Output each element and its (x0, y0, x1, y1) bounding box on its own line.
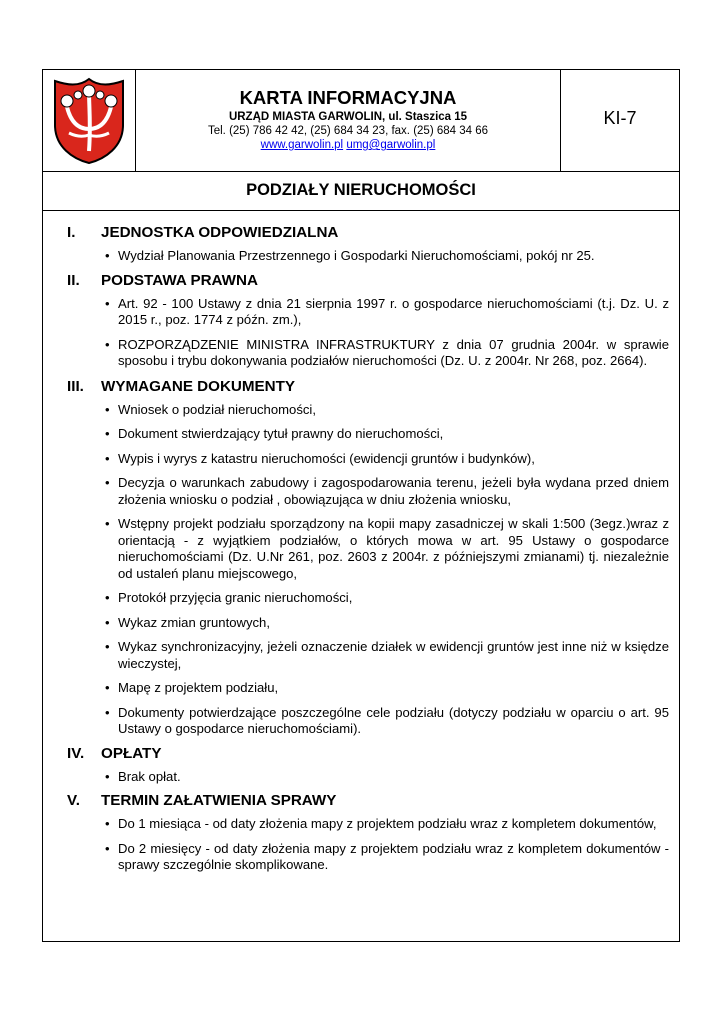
list-item-text: Wydział Planowania Przestrzennego i Gospodarki Nieruchomościami, pokój nr 25. (118, 248, 595, 263)
bullet-icon: • (105, 639, 110, 654)
section-list (43, 296, 679, 370)
list-item-text: Protokół przyjęcia granic nieruchomości, (118, 590, 353, 605)
code-cell (561, 70, 679, 171)
list-item-text: Decyzja o warunkach zabudowy i zagospodarowania terenu, jeżeli była wydana przed dniem złożenia wniosku o podział , obowiązująca w dniu złożenia wniosku, (118, 475, 669, 507)
sections-content (43, 222, 679, 874)
section-title: JEDNOSTKA ODPOWIEDZIALNA (101, 224, 339, 241)
list-item (43, 337, 679, 370)
list-item (43, 680, 679, 697)
list-item-text: Wniosek o podział nieruchomości, (118, 401, 316, 417)
list-item (43, 426, 679, 443)
card-title: KARTA INFORMACYJNA (239, 87, 457, 108)
section-title: TERMIN ZAŁATWIENIA SPRAWY (101, 792, 337, 809)
list-item (43, 841, 679, 874)
section (43, 743, 679, 786)
bullet-icon: • (105, 840, 110, 856)
list-item-text: Brak opłat. (118, 768, 181, 784)
bullet-icon: • (105, 248, 110, 263)
email-link[interactable]: umg@garwolin.pl (346, 139, 436, 151)
section-title: OPŁATY (101, 744, 162, 762)
card-header (43, 70, 679, 172)
section-heading (43, 222, 679, 244)
list-item (43, 639, 679, 672)
section-list (43, 248, 679, 265)
list-item-text: Art. 92 - 100 Ustawy z dnia 21 sierpnia 1997 r. o gospodarce nieruchomościami (t.j. Dz. U. z 2015 r., poz. 1774 z późn. zm.), (118, 295, 669, 327)
bullet-icon: • (105, 704, 110, 720)
list-item (43, 402, 679, 419)
section-heading (43, 270, 679, 292)
header-info (136, 70, 561, 171)
list-item (43, 816, 679, 833)
bullet-icon: • (105, 680, 110, 695)
list-item-text: Wykaz synchronizacyjny, jeżeli oznaczenie działek w ewidencji gruntów jest inne niż w księdze wieczystej, (118, 639, 669, 671)
section-heading (43, 376, 679, 398)
list-item (43, 451, 679, 468)
list-item-text: Dokument stwierdzający tytuł prawny do nieruchomości, (118, 426, 444, 441)
office-address: URZĄD MIASTA GARWOLIN, ul. Staszica 15 (228, 111, 468, 123)
list-item-text: Wypis i wyrys z katastru nieruchomości (ewidencji gruntów i budynków), (118, 450, 535, 466)
section (43, 376, 679, 738)
bullet-icon: • (105, 768, 110, 784)
bullet-icon: • (105, 450, 110, 466)
bullet-icon: • (105, 816, 110, 831)
list-item-text: Do 1 miesiąca - od daty złożenia mapy z projektem podziału wraz z kompletem dokumentów, (118, 816, 657, 831)
list-item-text: Wstępny projekt podziału sporządzony na kopii mapy zasadniczej w skali 1:500 (3egz.)wraz z orientacją - z wyjątkiem podziałów, o których mowa w art. 95 Ustawy o gospodarce nieruchomościami (Dz. U.Nr 261, poz. 2603 z 2004r. z późniejszymi zmianami) tj. niezależnie od ustaleń planu miejscowego, (118, 516, 669, 581)
list-item (43, 516, 679, 582)
list-item-text: Wykaz zmian gruntowych, (118, 614, 270, 630)
section-heading (43, 790, 679, 812)
bullet-icon: • (105, 516, 110, 531)
section-title: PODSTAWA PRAWNA (101, 271, 258, 289)
coat-of-arms-icon (49, 77, 129, 165)
list-item-text: Dokumenty potwierdzające poszczególne cele podziału (dotyczy podziału w oparciu o art. 95 Ustawy o gospodarce nieruchomościami). (118, 704, 669, 736)
section-number: III. (67, 377, 84, 395)
bullet-icon: • (105, 336, 110, 352)
list-item (43, 296, 679, 329)
section (43, 790, 679, 874)
bullet-icon: • (105, 590, 110, 605)
list-item (43, 475, 679, 508)
contact-links (136, 138, 560, 152)
bullet-icon: • (105, 614, 110, 630)
section-heading (43, 743, 679, 765)
section-list (43, 816, 679, 874)
card-code: KI-7 (603, 108, 637, 128)
section-number: V. (67, 792, 80, 809)
list-item (43, 590, 679, 607)
section-list (43, 769, 679, 786)
section-number: IV. (67, 744, 85, 762)
section (43, 270, 679, 370)
list-item-text: Do 2 miesięcy - od daty złożenia mapy z projektem podziału wraz z kompletem dokumentów - sprawy szczególnie skomplikowane. (118, 840, 669, 872)
info-card-frame (42, 69, 680, 942)
logo-cell (43, 70, 136, 171)
subtitle-row (43, 172, 679, 211)
list-item (43, 615, 679, 632)
bullet-icon: • (105, 401, 110, 417)
section-number: I. (67, 224, 76, 241)
bullet-icon: • (105, 426, 110, 441)
website-link[interactable]: www.garwolin.pl (260, 139, 344, 151)
contact-phones: Tel. (25) 786 42 42, (25) 684 34 23, fax. (25) 684 34 66 (207, 125, 489, 137)
list-item-text: Mapę z projektem podziału, (118, 680, 279, 695)
page-title: PODZIAŁY NIERUCHOMOŚCI (246, 181, 476, 199)
list-item-text: ROZPORZĄDZENIE MINISTRA INFRASTRUKTURY z dnia 07 grudnia 2004r. w sprawie sposobu i trybu dokonywania podziałów nieruchomości (Dz. U. z 2004r. Nr 268, poz. 2664). (118, 336, 669, 368)
list-item (43, 248, 679, 265)
section-list (43, 402, 679, 738)
bullet-icon: • (105, 295, 110, 311)
section-number: II. (67, 271, 80, 289)
bullet-icon: • (105, 475, 110, 490)
list-item (43, 769, 679, 786)
list-item (43, 705, 679, 738)
section-title: WYMAGANE DOKUMENTY (101, 377, 296, 395)
section (43, 222, 679, 265)
